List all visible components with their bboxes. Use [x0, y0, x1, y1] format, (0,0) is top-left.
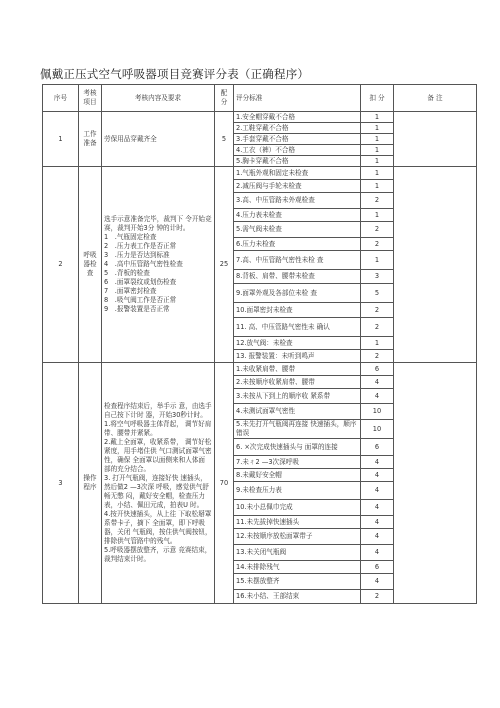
criteria-cell: 16.未小结、王部结束 — [234, 590, 361, 604]
points-cell: 4 — [361, 376, 394, 389]
criteria-cell: 4.压力表未检查 — [234, 209, 361, 222]
criteria-cell: 4.工衣（裤）不合格 — [234, 145, 361, 156]
seq-cell: 1 — [43, 112, 79, 167]
points-cell: 3 — [361, 270, 394, 284]
content-cell — [102, 167, 215, 363]
points-cell: 1 — [361, 112, 394, 123]
criteria-cell: 7.未ㄔ2 —3次深呼吸 — [234, 456, 361, 469]
points-cell: 2 — [361, 350, 394, 363]
content-line: 4.按开快速插头，从上往 下取松掰罩系带卡子，摘下 全面罩，即下呼吸器，关闭 气瓶阀，按住供气阀按钮， 排除供气管路中的残气。 — [104, 510, 212, 545]
criteria-cell: 3.手套穿戴不合格 — [234, 134, 361, 145]
criteria-cell: 11. 高、中压管路气密性未 确认 — [234, 318, 361, 337]
score-cell: 5 — [215, 112, 234, 167]
points-cell: 1 — [361, 251, 394, 270]
points-cell: 6 — [361, 561, 394, 574]
points-cell: 1 — [361, 209, 394, 222]
points-cell: 2 — [361, 193, 394, 209]
table-body — [43, 112, 477, 604]
content-cell — [102, 363, 215, 604]
page-title: 佩戴正压式空气呼吸器项目竞赛评分表（正确程序） — [40, 67, 310, 81]
criteria-cell: 1.安全帽穿戴不合格 — [234, 112, 361, 123]
criteria-cell: 3.高、中压管路未外观检查 — [234, 193, 361, 209]
content-line: 6 .面罩裂纹或划伤检查 — [104, 278, 177, 286]
criteria-cell: 4.未测试面罩气密性 — [234, 404, 361, 420]
content-line: 选手示意准备完毕，裁判下 令开始竞赛，裁判开始3分 钟的计时。 — [104, 215, 212, 232]
criteria-cell: 8.背板、肩带、腰带未检查 — [234, 270, 361, 284]
criteria-cell: 9.未检查压力表 — [234, 482, 361, 500]
points-cell: 10 — [361, 404, 394, 420]
points-cell: 4 — [361, 456, 394, 469]
criteria-cell: 5.未先打开气瓶阀再连接 快速插头，顺序错误 — [234, 420, 361, 439]
points-cell: 4 — [361, 500, 394, 516]
criteria-cell: 13.未关闭气瓶阀 — [234, 545, 361, 561]
criteria-cell: 2.工鞋穿戴不合格 — [234, 123, 361, 134]
points-cell: 4 — [361, 529, 394, 545]
score-cell: 25 — [215, 167, 234, 363]
table-row — [43, 167, 477, 180]
points-cell: 6 — [361, 363, 394, 376]
points-cell: 4 — [361, 469, 394, 482]
remarks-cell — [394, 112, 477, 167]
content-line: 5 .背板的检查 — [104, 269, 150, 277]
header-deduct: 扣 分 — [361, 85, 394, 112]
remarks-cell — [394, 363, 477, 604]
criteria-cell: 9.面罩外观及各部位未检 查 — [234, 284, 361, 303]
table-row — [43, 363, 477, 376]
header-score: 配 分 — [215, 85, 234, 112]
points-cell: 6 — [361, 439, 394, 456]
criteria-cell: 11.未先拔掉快速插头 — [234, 516, 361, 529]
content-line: 9 .报警装置是否正常 — [104, 305, 170, 313]
points-cell: 4 — [361, 516, 394, 529]
item-cell: 工作准备 — [79, 112, 102, 167]
content-line: 3 .压力是否达到标准 — [104, 251, 170, 259]
criteria-cell: 14.未排除残气 — [234, 561, 361, 574]
criteria-cell: 1.气瓶外观和固定未检查 — [234, 167, 361, 180]
criteria-cell: 7.高、中压管路气密性未检 查 — [234, 251, 361, 270]
criteria-cell: 5.需气阀未检查 — [234, 222, 361, 238]
points-cell: 1 — [361, 134, 394, 145]
content-line: 检查程序结束后，举手示 意，由选手自己按下计时 器，开始30秒计时。 — [104, 402, 212, 419]
content-line: 3. 打开气瓶阀，连接好快 速插头，然后做2 —3次深 呼吸，感觉供气舒畅无憋 闷，戴好安全帽，检查压力 表，小结、佩田元成，拍表U 时。 — [104, 474, 209, 509]
criteria-cell: 1.未收紧肩带、腰带 — [234, 363, 361, 376]
criteria-cell: 3.未按从下到上的顺序收 紧系带 — [234, 389, 361, 404]
criteria-cell: 2.未按顺序收紧肩带、腰带 — [234, 376, 361, 389]
criteria-cell: 6.压力未检查 — [234, 238, 361, 251]
score-cell: 70 — [215, 363, 234, 604]
points-cell: 2 — [361, 303, 394, 318]
header-criteria: 评分标准 — [234, 85, 361, 112]
criteria-cell: 6. ×次完成快速插头与 面罩的连接 — [234, 439, 361, 456]
points-cell: 5 — [361, 284, 394, 303]
seq-cell: 2 — [43, 167, 79, 363]
item-cell: 操作程序 — [79, 363, 102, 604]
points-cell: 2 — [361, 318, 394, 337]
criteria-cell: 2.减压阀与手轮未检查 — [234, 180, 361, 193]
points-cell: 4 — [361, 545, 394, 561]
criteria-cell: 13. 报警装置：未听到鸣声 — [234, 350, 361, 363]
points-cell: 1 — [361, 167, 394, 180]
points-cell: 1 — [361, 145, 394, 156]
points-cell: 10 — [361, 420, 394, 439]
criteria-cell: 15.未摆放整齐 — [234, 574, 361, 590]
criteria-cell: 10.面罩密封未检查 — [234, 303, 361, 318]
content-line: 1 .气瓶固定检查 — [104, 233, 157, 241]
points-cell: 1 — [361, 123, 394, 134]
criteria-cell: 8.未戴好安全帽 — [234, 469, 361, 482]
criteria-cell: 5.胸卡穿戴不合格 — [234, 156, 361, 167]
points-cell: 4 — [361, 389, 394, 404]
header-content: 考核内容及要求 — [102, 85, 215, 112]
points-cell: 1 — [361, 156, 394, 167]
content-line: 8 .吸气阀工作是否正常 — [104, 296, 177, 304]
content-line: 2.戴上全面罩，收紧系带， 调节好松紧度，用手堵住供 气口测试面罩气密性，确保 全面罩以面侧来和人体面 部的充分结合。 — [104, 438, 212, 473]
points-cell: 1 — [361, 180, 394, 193]
points-cell: 4 — [361, 574, 394, 590]
points-cell: 4 — [361, 482, 394, 500]
points-cell: 1 — [361, 337, 394, 350]
header-seq: 序号 — [43, 85, 79, 112]
content-line: 5.呼吸器摆放整齐，示意 竞赛结束，裁判结束计时。 — [104, 546, 212, 563]
content-line: 7 .面罩密封检查 — [104, 287, 157, 295]
remarks-cell — [394, 167, 477, 363]
scoring-table — [42, 84, 477, 604]
seq-cell: 3 — [43, 363, 79, 604]
content-line: 2 .压力表工作是否正常 — [104, 242, 177, 250]
header-remarks: 备 注 — [394, 85, 477, 112]
points-cell: 2 — [361, 590, 394, 604]
points-cell: 2 — [361, 238, 394, 251]
points-cell: 2 — [361, 222, 394, 238]
content-line: 劳保用品穿戴齐全 — [104, 134, 157, 143]
content-line: 4 .高中压管路气密性检查 — [104, 260, 183, 268]
content-line: 1.将空气呼吸器主体背起， 调节好肩带、腰带并紧紧。 — [104, 420, 212, 437]
criteria-cell: 12.未按顺序放松面罩带子 — [234, 529, 361, 545]
item-cell: 呼吸器检查 — [79, 167, 102, 363]
header-row — [43, 85, 477, 112]
header-item: 考核项目 — [79, 85, 102, 112]
content-cell — [102, 112, 215, 167]
criteria-cell: 12.放气阀：未检查 — [234, 337, 361, 350]
table-row — [43, 112, 477, 123]
criteria-cell: 10.未小总佩巾完成 — [234, 500, 361, 516]
